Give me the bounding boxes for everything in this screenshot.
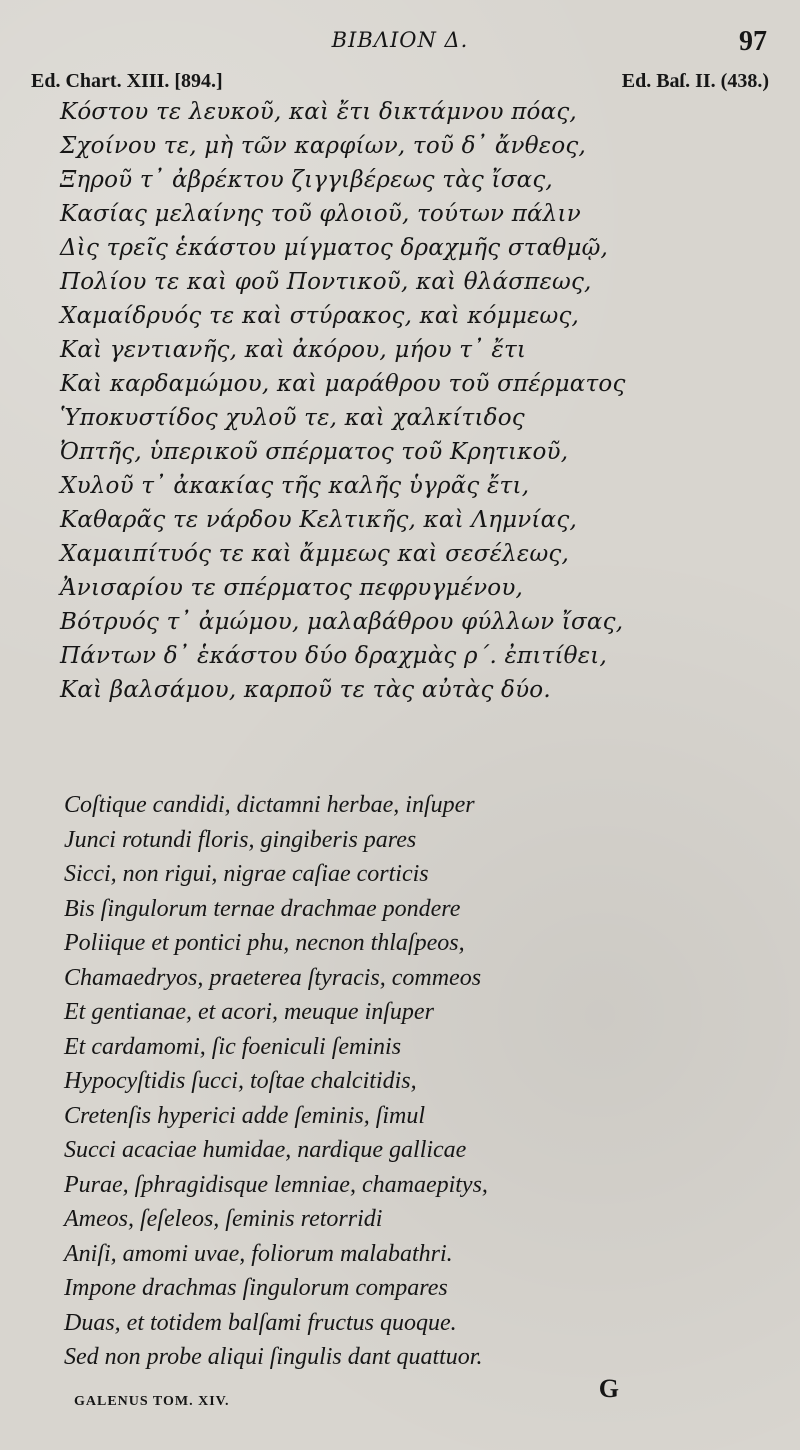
latin-line: Aniſi, amomi uvae, foliorum malabathri. <box>64 1240 453 1267</box>
edition-reference-left: Ed. Chart. XIII. [894.] <box>31 70 223 92</box>
edition-reference-right: Ed. Baſ. II. (438.) <box>621 70 769 92</box>
greek-line: Καθαρᾶς τε νάρδου Κελτικῆς, καὶ Λημνίας, <box>60 507 577 533</box>
greek-line: Καὶ καρδαμώμου, καὶ μαράθρου τοῦ σπέρματος <box>60 371 626 397</box>
latin-line: Duas, et totidem balſami fructus quoque. <box>64 1309 457 1336</box>
page-number: 97 <box>739 26 767 57</box>
latin-line: Junci rotundi floris, gingiberis pares <box>64 826 417 853</box>
latin-line: Hypocyſtidis ſucci, toſtae chalcitidis, <box>64 1068 417 1094</box>
latin-line: Purae, ſphragidisque lemniae, chamaepitys, <box>64 1171 488 1198</box>
latin-line: Sed non probe aliqui ſingulis dant quattuor. <box>64 1344 483 1370</box>
greek-verse-block <box>60 95 760 707</box>
greek-line: Σχοίνου τε, μὴ τῶν καρφίων, τοῦ δ᾽ ἄνθεος, <box>60 133 586 159</box>
greek-line: Δὶς τρεῖς ἑκάστου μίγματος δραχμῆς σταθμῷ, <box>60 235 609 261</box>
greek-line: Χαμαιπίτυός τε καὶ ἄμμεως καὶ σεσέλεως, <box>60 541 570 567</box>
latin-line: Succi acaciae humidae, nardique gallicae <box>64 1137 467 1163</box>
latin-line: Impone drachmas ſingulorum compares <box>64 1275 448 1301</box>
signature-mark: G <box>598 1374 619 1403</box>
latin-line: Chamaedryos, praeterea ſtyracis, commeos <box>64 964 482 991</box>
greek-line: Βότρυός τ᾽ ἀμώμου, μαλαβάθρου φύλλων ἴσας, <box>60 609 624 635</box>
latin-line: Poliique et pontici phu, necnon thlaſpeos, <box>64 930 465 956</box>
greek-line: Ὑποκυστίδος χυλοῦ τε, καὶ χαλκίτιδος <box>60 405 525 431</box>
latin-line: Et cardamomi, ſic foeniculi ſeminis <box>64 1033 402 1060</box>
latin-translation-block <box>64 788 764 1375</box>
greek-line: Κασίας μελαίνης τοῦ φλοιοῦ, τούτων πάλιν <box>60 201 581 227</box>
latin-line: Bis ſingulorum ternae drachmae pondere <box>64 895 461 922</box>
greek-line: Καὶ γεντιανῆς, καὶ ἀκόρου, μήου τ᾽ ἔτι <box>60 337 527 363</box>
latin-line: Sicci, non rigui, nigrae caſiae corticis <box>64 861 429 887</box>
greek-line: Ὀπτῆς, ὑπερικοῦ σπέρματος τοῦ Κρητικοῦ, <box>60 439 569 465</box>
greek-line: Καὶ βαλσάμου, καρποῦ τε τὰς αὐτὰς δύο. <box>60 677 551 703</box>
greek-line: Ξηροῦ τ᾽ ἀβρέκτου ζιγγιβέρεως τὰς ἴσας, <box>60 167 553 193</box>
latin-line: Et gentianae, et acori, meuque inſuper <box>64 999 434 1025</box>
latin-line: Ameos, ſeſeleos, ſeminis retorridi <box>64 1206 383 1232</box>
greek-line: Κόστου τε λευκοῦ, καὶ ἔτι δικτάμνου πόας, <box>60 99 577 125</box>
greek-line: Ἀνισαρίου τε σπέρματος πεφρυγμένου, <box>60 575 524 601</box>
latin-line: Cretenſis hyperici adde ſeminis, ſimul <box>64 1102 426 1129</box>
greek-line: Χυλοῦ τ᾽ ἀκακίας τῆς καλῆς ὑγρᾶς ἔτι, <box>60 473 530 499</box>
greek-line: Χαμαίδρυός τε καὶ στύρακος, καὶ κόμμεως, <box>60 303 580 329</box>
running-title: ΒΙΒΛΙΟΝ Δ. <box>331 28 469 52</box>
latin-line: Coſtique candidi, dictamni herbae, inſuper <box>64 792 475 818</box>
greek-line: Πολίου τε καὶ φοῦ Ποντικοῦ, καὶ θλάσπεως, <box>60 269 592 295</box>
greek-line: Πάντων δ᾽ ἑκάστου δύο δραχμὰς ρ΄. ἐπιτίθει, <box>60 643 607 669</box>
footer-label: GALENUS TOM. XIV. <box>74 1394 230 1409</box>
